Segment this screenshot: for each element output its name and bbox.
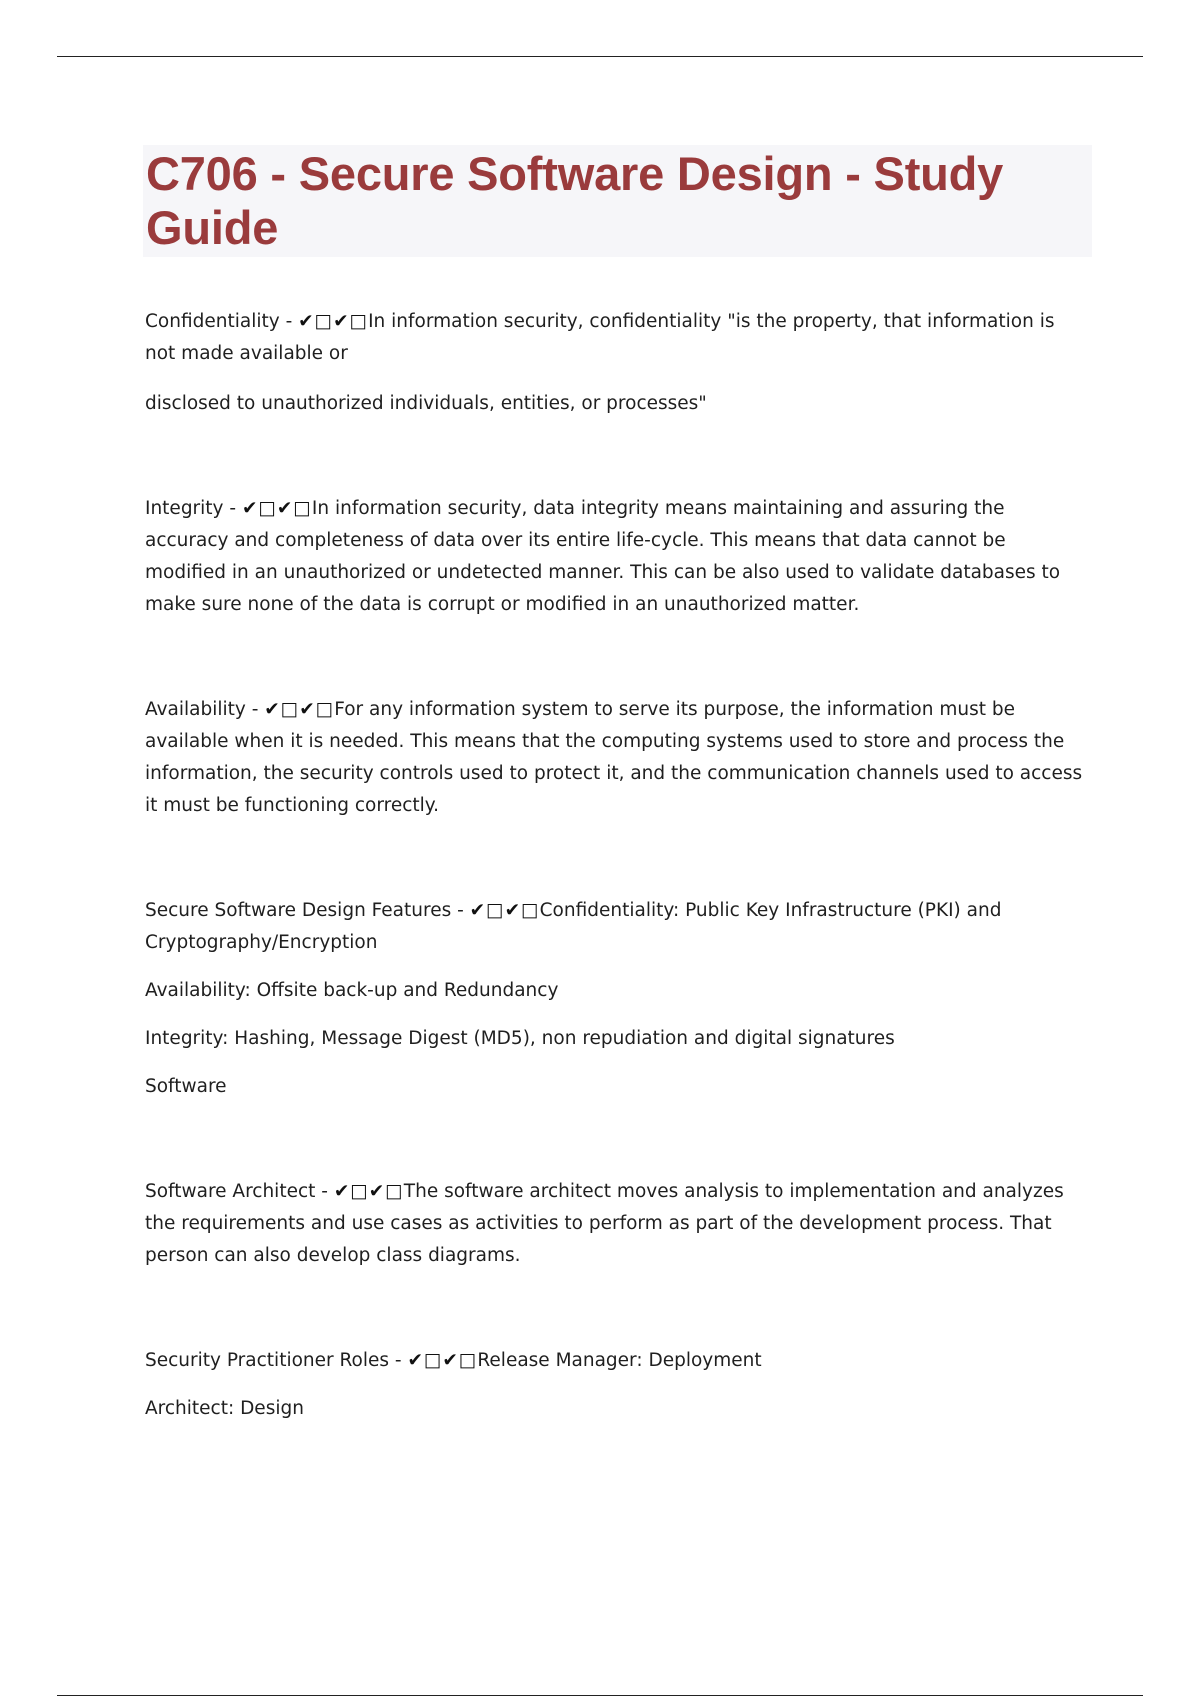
- role-architect-line: Architect: Design: [145, 1398, 304, 1419]
- entry-definition: In information security, confidentiality "is the property, that information is not made available or: [145, 311, 1055, 364]
- checkmark-icons: ✔︎□✔︎□: [407, 1350, 478, 1371]
- entry-separator: -: [315, 1181, 334, 1202]
- entry-definition: Release Manager: Deployment: [477, 1350, 762, 1371]
- entry-continuation-line: disclosed to unauthorized individuals, entities, or processes": [145, 393, 707, 414]
- entry-term: Availability: [145, 699, 246, 720]
- page-title: C706 - Secure Software Design - Study Guide: [146, 147, 1004, 254]
- checkmark-icons: ✔︎□✔︎□: [298, 311, 369, 332]
- entry-definition: In information security, data integrity means maintaining and assuring the accuracy and completeness of data over its entire life-cycle. This means that data cannot be modified in an unauthorized or undetected manner. This can be also used to validate databases to make sure none of the data is corrupt or modified in an unauthorized matter.: [145, 498, 1061, 615]
- entry-secure-software-design-features: [145, 895, 1090, 959]
- entry-separator: -: [389, 1350, 408, 1371]
- entry-security-practitioner-roles: [145, 1345, 1090, 1377]
- feature-software-line: Software: [145, 1076, 227, 1097]
- entry-definition: The software architect moves analysis to implementation and analyzes the requirements and use cases as activities to perform as part of the development process. That person can also develop class diagrams.: [145, 1181, 1064, 1266]
- entry-term: Security Practitioner Roles: [145, 1350, 389, 1371]
- entry-definition: For any information system to serve its purpose, the information must be available when it is needed. This means that the computing systems used to store and process the information, the security controls used to protect it, and the communication channels used to access it must be functioning correctly.: [145, 699, 1083, 816]
- entry-separator: -: [223, 498, 242, 519]
- entry-separator: -: [451, 900, 470, 921]
- study-guide-body: [145, 306, 1090, 1425]
- header-rule: [57, 56, 1143, 57]
- checkmark-icons: ✔︎□✔︎□: [469, 900, 540, 921]
- entry-term: Secure Software Design Features: [145, 900, 452, 921]
- footer-rule: [57, 1695, 1143, 1696]
- entry-integrity: [145, 493, 1090, 621]
- entry-software-architect: [145, 1176, 1090, 1272]
- entry-term: Confidentiality: [145, 311, 280, 332]
- entry-term: Integrity: [145, 498, 224, 519]
- checkmark-icons: ✔︎□✔︎□: [264, 699, 335, 720]
- checkmark-icons: ✔︎□✔︎□: [333, 1181, 404, 1202]
- entry-separator: -: [245, 699, 265, 720]
- entry-availability: [145, 694, 1090, 822]
- feature-availability-line: Availability: Offsite back-up and Redundancy: [145, 980, 559, 1001]
- feature-integrity-line: Integrity: Hashing, Message Digest (MD5), non repudiation and digital signatures: [145, 1028, 895, 1049]
- checkmark-icons: ✔︎□✔︎□: [241, 498, 312, 519]
- entry-separator: -: [279, 311, 299, 332]
- entry-confidentiality: [145, 306, 1090, 370]
- entry-definition: Confidentiality: Public Key Infrastructure (PKI) and Cryptography/Encryption: [145, 900, 1002, 953]
- entry-term: Software Architect: [145, 1181, 316, 1202]
